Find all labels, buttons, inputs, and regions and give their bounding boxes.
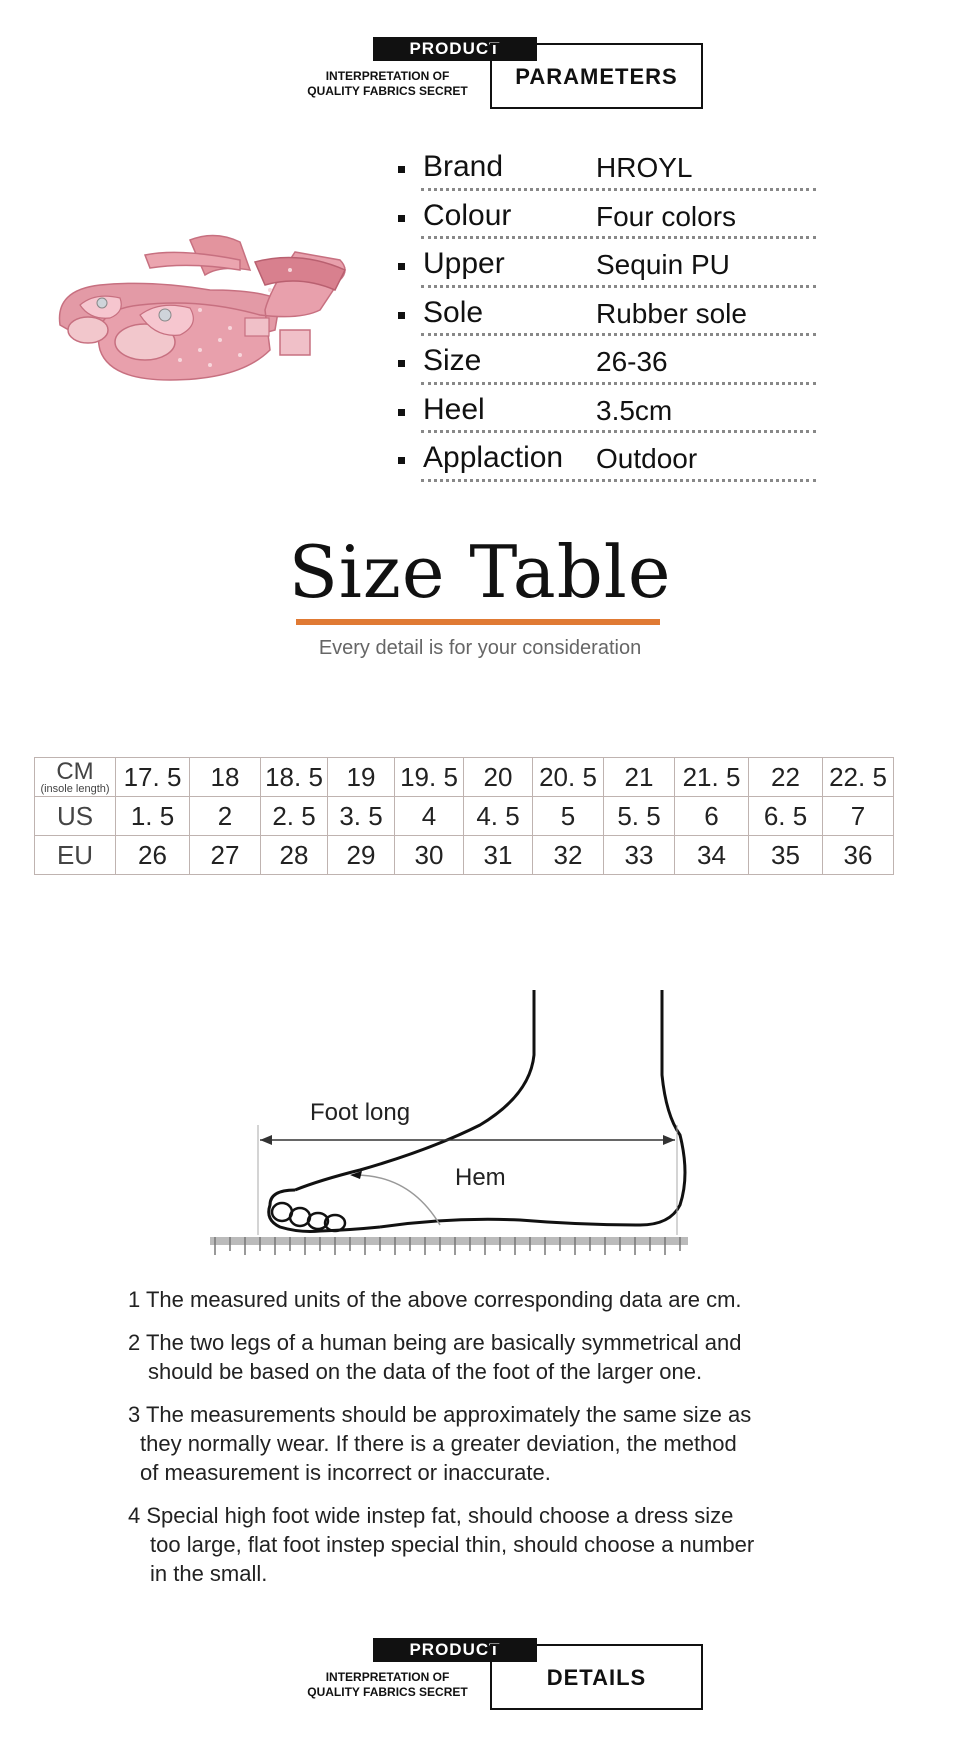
measurement-notes (128, 1285, 868, 1602)
note-line: they normally wear. If there is a greater deviation, the method (140, 1431, 737, 1456)
us-cell: 2. 5 (261, 797, 328, 836)
eu-cell: 34 (675, 836, 749, 875)
details-title: DETAILS (490, 1644, 703, 1710)
cm-sublabel: (insole length) (40, 783, 110, 795)
dotted-divider (421, 382, 816, 385)
us-cell: 5 (533, 797, 604, 836)
parameters-title: PARAMETERS (490, 43, 703, 109)
dotted-divider (421, 285, 816, 288)
cm-cell: 20. 5 (533, 758, 604, 797)
product-label: PRODUCT (373, 1638, 537, 1662)
note-1 (128, 1285, 868, 1314)
note-line: The measured units of the above corresponding data are cm. (145, 1287, 742, 1312)
dotted-divider (421, 188, 816, 191)
cm-header-cell (35, 758, 116, 797)
us-cell: 1. 5 (116, 797, 190, 836)
foot-measurement-diagram (200, 985, 720, 1275)
cm-label: CM (56, 758, 94, 785)
param-label: Upper (423, 247, 505, 280)
cm-cell: 19. 5 (395, 758, 464, 797)
interpretation-line-1: INTERPRETATION OF (325, 1670, 450, 1684)
param-row-brand (396, 148, 816, 197)
product-label: PRODUCT (373, 37, 537, 61)
dotted-divider (421, 236, 816, 239)
cm-cell: 21 (604, 758, 675, 797)
bullet-icon (398, 312, 405, 319)
us-cell: 6 (675, 797, 749, 836)
size-grid (34, 757, 894, 875)
us-cell: 3. 5 (328, 797, 395, 836)
param-label: Colour (423, 198, 512, 232)
cm-cell: 20 (464, 758, 533, 797)
note-number: 3 (128, 1402, 141, 1427)
note-line: The two legs of a human being are basically symmetrical and (145, 1330, 742, 1355)
param-value: HROYL (596, 152, 693, 183)
us-cell: 2 (190, 797, 261, 836)
eu-cell: 28 (261, 836, 328, 875)
note-number: 1 (128, 1287, 141, 1312)
cm-cell: 22. 5 (823, 758, 894, 797)
interpretation-text (295, 1670, 480, 1700)
param-row-colour (396, 197, 816, 246)
param-row-application (396, 439, 816, 488)
param-row-sole (396, 294, 816, 343)
param-value: Four colors (596, 200, 737, 232)
eu-cell: 30 (395, 836, 464, 875)
interpretation-text (295, 69, 480, 99)
param-value: Outdoor (596, 443, 698, 474)
bullet-icon (398, 409, 405, 416)
bullet-icon (398, 457, 405, 464)
note-4 (128, 1501, 868, 1588)
cm-row (35, 758, 894, 797)
eu-cell: 27 (190, 836, 261, 875)
dotted-divider (421, 430, 816, 433)
cm-cell: 18. 5 (261, 758, 328, 797)
note-3 (128, 1400, 868, 1487)
us-cell: 7 (823, 797, 894, 836)
param-row-size (396, 342, 816, 391)
eu-header-cell: EU (35, 836, 116, 875)
param-label: Applaction (423, 441, 564, 474)
eu-cell: 33 (604, 836, 675, 875)
dotted-divider (421, 479, 816, 482)
bullet-icon (398, 215, 405, 222)
param-value: 3.5cm (596, 394, 673, 426)
note-line: should be based on the data of the foot of the larger one. (148, 1359, 703, 1384)
interpretation-line-1: INTERPRETATION OF (325, 69, 450, 83)
param-row-upper (396, 245, 816, 294)
param-value: 26-36 (596, 346, 668, 377)
bullet-icon (398, 360, 405, 367)
param-value: Sequin PU (596, 249, 730, 280)
us-cell: 6. 5 (749, 797, 823, 836)
param-value: Rubber sole (596, 297, 747, 329)
param-label: Heel (423, 392, 485, 426)
bullet-icon (398, 166, 405, 173)
parameters-list (396, 148, 816, 488)
size-table-title: Size Table (288, 530, 672, 614)
eu-cell: 36 (823, 836, 894, 875)
eu-cell: 35 (749, 836, 823, 875)
note-line: too large, flat foot instep special thin, should choose a number (150, 1532, 755, 1557)
shoe-image (40, 230, 360, 400)
header-details (295, 1638, 715, 1712)
note-line: of measurement is incorrect or inaccurate. (140, 1460, 551, 1485)
param-label: Brand (423, 150, 504, 183)
foot-long-label: Foot long (310, 1099, 411, 1126)
note-line: Special high foot wide instep fat, should choose a dress size (146, 1503, 734, 1528)
note-2 (128, 1328, 868, 1386)
param-row-heel (396, 391, 816, 440)
eu-cell: 29 (328, 836, 395, 875)
us-row (35, 797, 894, 836)
cm-cell: 22 (749, 758, 823, 797)
title-underline (296, 619, 660, 625)
us-cell: 4 (395, 797, 464, 836)
cm-cell: 18 (190, 758, 261, 797)
note-line: The measurements should be approximately the same size as (145, 1402, 752, 1427)
size-table-subtitle: Every detail is for your consideration (318, 637, 642, 659)
hem-label: Hem (455, 1164, 506, 1191)
param-label: Size (423, 344, 482, 377)
eu-cell: 32 (533, 836, 604, 875)
param-label: Sole (423, 295, 484, 329)
dotted-divider (421, 333, 816, 336)
interpretation-line-2: QUALITY FABRICS SECRET (307, 1685, 468, 1699)
us-header-cell: US (35, 797, 116, 836)
interpretation-line-2: QUALITY FABRICS SECRET (307, 84, 468, 98)
eu-cell: 26 (116, 836, 190, 875)
header-parameters (295, 37, 715, 111)
cm-cell: 19 (328, 758, 395, 797)
eu-cell: 31 (464, 836, 533, 875)
us-cell: 5. 5 (604, 797, 675, 836)
bullet-icon (398, 263, 405, 270)
note-line: in the small. (150, 1561, 268, 1586)
cm-cell: 21. 5 (675, 758, 749, 797)
eu-row (35, 836, 894, 875)
us-cell: 4. 5 (464, 797, 533, 836)
note-number: 2 (128, 1330, 141, 1355)
note-number: 4 (128, 1503, 141, 1528)
cm-cell: 17. 5 (116, 758, 190, 797)
